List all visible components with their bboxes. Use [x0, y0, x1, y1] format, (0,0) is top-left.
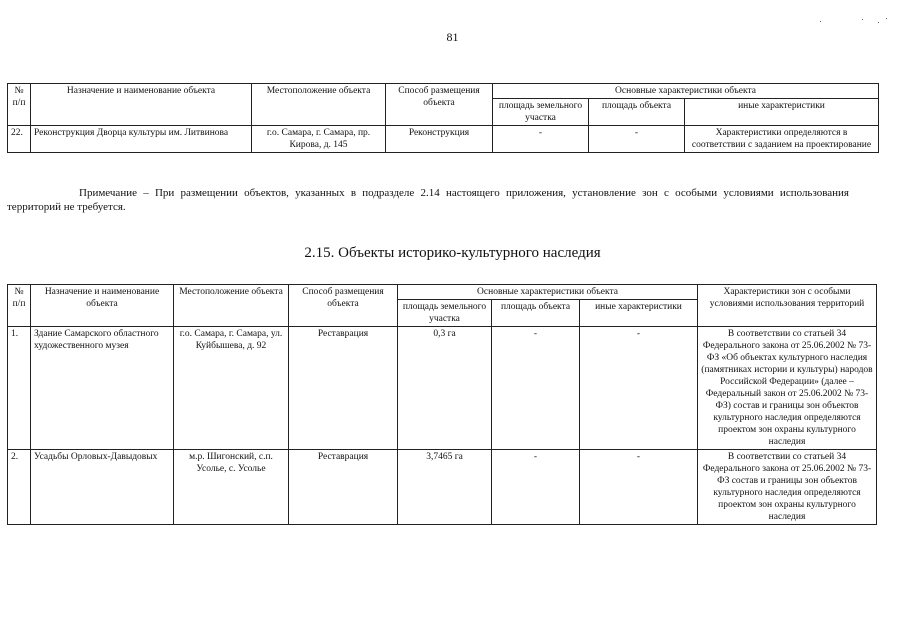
table-row	[8, 126, 879, 153]
header-other-characteristics: иные характеристики	[580, 300, 698, 327]
table-row	[8, 450, 877, 525]
table-heritage-objects	[7, 284, 877, 525]
cell-object-area: -	[492, 327, 580, 450]
cell-no: 22.	[8, 126, 31, 153]
section-title: 2.15. Объекты историко-культурного наследия	[304, 245, 601, 261]
cell-other: Характеристики определяются в соответствии с заданием на проектирование	[685, 126, 879, 153]
header-location: Местоположение объекта	[252, 84, 386, 126]
cell-no: 2.	[8, 450, 31, 525]
cell-location: м.р. Шигонский, с.п. Усолье, с. Усолье	[174, 450, 289, 525]
note-paragraph: Примечание – При размещении объектов, указанных в подразделе 2.14 настоящего приложения, установление зон с особыми условиями использования территорий не требуется.	[7, 187, 849, 213]
header-land-area: площадь земельного участка	[398, 300, 492, 327]
header-land-area: площадь земельного участка	[493, 99, 589, 126]
cell-land-area: -	[493, 126, 589, 153]
header-method: Способ размещения объекта	[289, 285, 398, 327]
page-number: 81	[446, 30, 459, 44]
cell-land-area: 0,3 га	[398, 327, 492, 450]
cell-purpose: Здание Самарского областного художественного музея	[31, 327, 174, 450]
cell-purpose: Усадьбы Орловых-Давыдовых	[31, 450, 174, 525]
header-object-area: площадь объекта	[492, 300, 580, 327]
cell-other: -	[580, 327, 698, 450]
table-row	[8, 327, 877, 450]
header-main-characteristics: Основные характеристики объекта	[398, 285, 698, 300]
cell-method: Реконструкция	[386, 126, 493, 153]
cell-location: г.о. Самара, г. Самара, пр. Кирова, д. 145	[252, 126, 386, 153]
cell-method: Реставрация	[289, 450, 398, 525]
header-no: № п/п	[8, 285, 31, 327]
cell-purpose: Реконструкция Дворца культуры им. Литвинова	[31, 126, 252, 153]
header-zones: Характеристики зон с особыми условиями использования территорий	[698, 285, 877, 327]
cell-method: Реставрация	[289, 327, 398, 450]
header-purpose: Назначение и наименование объекта	[31, 84, 252, 126]
cell-object-area: -	[492, 450, 580, 525]
cell-no: 1.	[8, 327, 31, 450]
header-no: № п/п	[8, 84, 31, 126]
cell-location: г.о. Самара, г. Самара, ул. Куйбышева, д. 92	[174, 327, 289, 450]
cell-zones: В соответствии со статьей 34 Федерального закона от 25.06.2002 № 73-ФЗ состав и границы зон объектов культурного наследия определяются проектом зон охраны культурного наследия	[698, 450, 877, 525]
header-object-area: площадь объекта	[589, 99, 685, 126]
cell-zones: В соответствии со статьей 34 Федерального закона от 25.06.2002 № 73-ФЗ «Об объектах культурного наследия (памятниках истории и культуры) народов Российской Федерации» (далее – Федеральный закон от 25.06.2002 № 73-ФЗ) состав и границы зон объектов культурного наследия определяются проектом зон охраны культурного наследия	[698, 327, 877, 450]
cell-object-area: -	[589, 126, 685, 153]
header-method: Способ размещения объекта	[386, 84, 493, 126]
header-location: Местоположение объекта	[174, 285, 289, 327]
header-other-characteristics: иные характеристики	[685, 99, 879, 126]
table-infrastructure-objects	[7, 83, 879, 153]
cell-other: -	[580, 450, 698, 525]
header-purpose: Назначение и наименование объекта	[31, 285, 174, 327]
cell-land-area: 3,7465 га	[398, 450, 492, 525]
header-main-characteristics: Основные характеристики объекта	[493, 84, 879, 99]
